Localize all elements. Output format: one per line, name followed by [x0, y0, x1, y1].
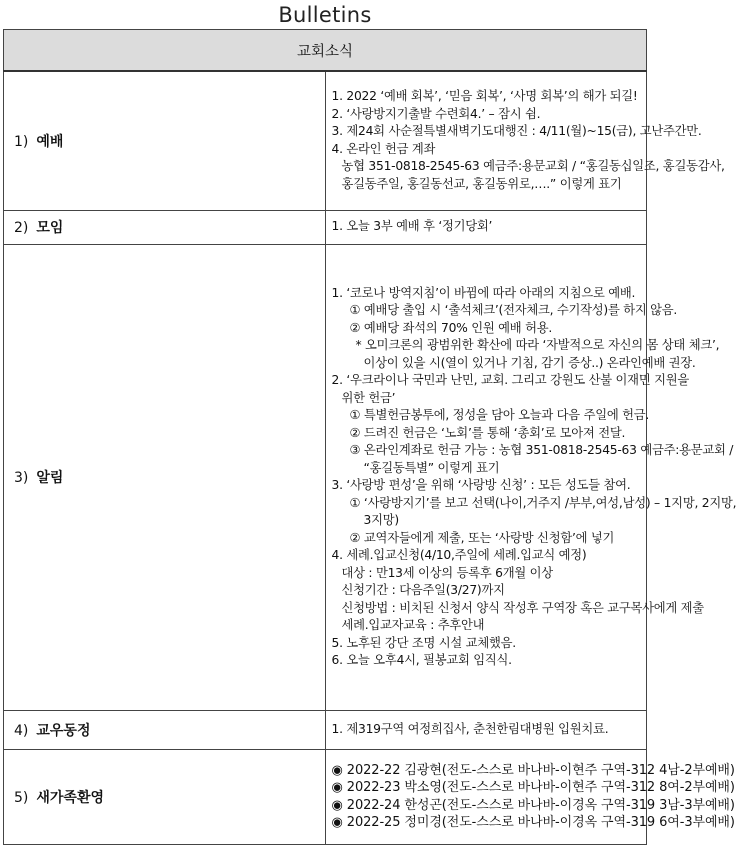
section-category — [4, 244, 326, 710]
content-line: 1. 2022 ‘예배 회복’, ‘믿음 회복’, ‘사명 회복’의 해가 되길! — [331, 89, 638, 104]
section-content — [325, 710, 647, 749]
section-category — [4, 749, 326, 844]
bulletin-table — [3, 29, 736, 845]
section-number: 5) — [14, 789, 29, 806]
content-line: 4. 온라인 헌금 계좌 — [331, 141, 436, 156]
content-line: 5. 노후된 강단 조명 시설 교체했음. — [331, 635, 516, 650]
content-line: ③ 온라인계좌로 헌금 가능 : 농협 351-0818-2545-63 예금주:용문교회 / — [349, 443, 734, 457]
section-row — [4, 244, 647, 710]
content-line: 농협 351-0818-2545-63 예금주:용문교회 / “홍길동십일조, 홍길동감사, — [341, 159, 725, 174]
section-number: 2) — [14, 220, 29, 236]
section-row — [4, 71, 647, 210]
content-line: 4. 세례.입교신청(4/10,주일에 세례.입교식 예정) — [331, 548, 587, 562]
content-line: ◉ 2022-25 정미경(전도-스스로 바나바-이경옥 구역-319 6여-3부예배) — [331, 815, 735, 830]
content-line: ◉ 2022-22 김광현(전도-스스로 바나바-이현주 구역-312 4남-2부예배) — [331, 762, 735, 778]
section-row — [4, 749, 647, 844]
content-line: 1. 제319구역 여정희집사, 춘천한림대병원 입원치료. — [331, 721, 609, 736]
section-row — [4, 710, 647, 749]
content-line: 2. ‘우크라이나 국민과 난민, 교회. 그리고 강원도 산불 이재민 지원을 — [331, 373, 689, 387]
content-line: 3. ‘사랑방 편성’을 위해 ‘사랑방 신청’ : 모든 성도들 참여. — [331, 478, 631, 492]
table-header: 교회소식 — [4, 30, 647, 72]
section-number: 1) — [14, 133, 29, 150]
content-line: 신청기간 : 다음주일(3/27)까지 — [341, 583, 505, 597]
section-content — [325, 244, 736, 710]
content-line: 대상 : 만13세 이상의 등록후 6개월 이상 — [341, 565, 553, 580]
section-label: 교우동정 — [36, 722, 91, 739]
section-row — [4, 210, 647, 244]
section-number: 3) — [14, 470, 29, 486]
content-line: 3지망) — [363, 513, 399, 527]
content-line: ◉ 2022-23 박소영(전도-스스로 바나바-이현주 구역-312 8여-2부예배) — [331, 780, 735, 795]
content-line: 1. ‘코로나 방역지침’이 바뀜에 따라 아래의 지침으로 예배. — [331, 285, 636, 300]
section-category — [4, 210, 326, 244]
section-category — [4, 71, 326, 210]
content-line: ② 교역자들에게 제출, 또는 ‘사랑방 신청함’에 넣기 — [349, 530, 615, 545]
content-line: ② 드려진 헌금은 ‘노회’를 통해 ‘총회’로 모아져 전달. — [349, 425, 626, 440]
section-label: 모임 — [36, 220, 64, 236]
section-label: 알림 — [36, 470, 64, 486]
content-line: ① 특별헌금봉투에, 정성을 담아 오늘과 다음 주일에 헌금. — [349, 408, 650, 422]
page-title: Bulletins — [278, 3, 372, 27]
content-line: ◉ 2022-24 한성곤(전도-스스로 바나바-이경옥 구역-319 3남-3부예배) — [331, 797, 735, 813]
section-content — [325, 210, 647, 244]
content-line: ② 예배당 좌석의 70% 인원 예배 허용. — [349, 320, 553, 335]
content-line: 2. ‘사랑방지기출발 수련회4.’ – 잠시 쉼. — [331, 106, 541, 121]
content-line: 위한 헌금’ — [341, 390, 396, 405]
content-line: “홍길동특별” 이렇게 표기 — [363, 460, 500, 475]
section-content — [325, 749, 735, 844]
content-line: ① 예배당 출입 시 ‘출석체크’(전자체크, 수기작성)를 하지 않음. — [349, 303, 678, 317]
content-line: 신청방법 : 비치된 신청서 양식 작성후 구역장 혹은 교구목사에게 제출 — [341, 600, 704, 615]
table-header-row — [4, 30, 647, 72]
content-line: ① ‘사랑방지기’를 보고 선택(나이,거주지 /부부,여성,남성) – 1지망, 2지망, — [349, 495, 736, 510]
content-line: 6. 오늘 오후4시, 필봉교회 임직식. — [331, 653, 512, 667]
section-number: 4) — [14, 722, 29, 739]
section-label: 예배 — [36, 133, 64, 150]
content-line: 3. 제24회 사순절특별새벽기도대행진 : 4/11(월)~15(금), 고난주간만. — [331, 124, 702, 139]
section-content — [325, 71, 725, 210]
section-label: 새가족환영 — [36, 789, 104, 806]
section-category — [4, 710, 326, 749]
content-line: 세례.입교자교육 : 추후안내 — [341, 618, 485, 632]
content-line: 홍길동주일, 홍길동선교, 홍길동위로,….” 이렇게 표기 — [341, 176, 622, 191]
content-line: 1. 오늘 3부 예배 후 ‘정기당회’ — [331, 219, 493, 234]
content-line: * 오미크론의 광범위한 확산에 따라 ‘자발적으로 자신의 몸 상태 체크’, — [355, 338, 720, 352]
content-line: 이상이 있을 시(열이 있거나 기침, 감기 증상..) 온라인예배 권장. — [363, 355, 696, 370]
